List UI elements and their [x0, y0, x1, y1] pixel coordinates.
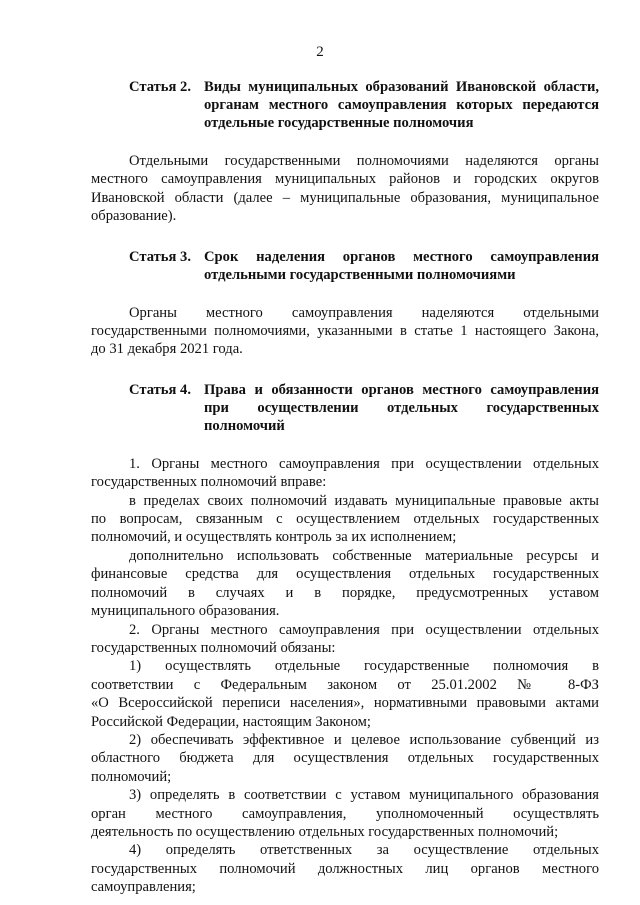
article-2-title — [204, 78, 599, 132]
text-line: областного бюджета для осуществления отдельных государственных — [91, 750, 599, 767]
page-number: 2 — [316, 44, 324, 60]
article-4-title-line: при осуществлении отдельных государственных — [204, 399, 599, 416]
article-4-paragraph — [91, 841, 599, 896]
article-4-title-line: Права и обязанности органов местного самоуправления — [204, 381, 599, 398]
text-line: 1. Органы местного самоуправления при осуществлении отдельных — [129, 455, 599, 472]
article-2-title-line: отдельные государственные полномочия — [204, 115, 474, 131]
article-3-number: Статья 3. — [129, 248, 191, 265]
article-3-title-line: Срок наделения органов местного самоуправления — [204, 248, 599, 265]
article-4-paragraph — [91, 455, 599, 492]
text-line: государственными полномочиями, указанными в статье 1 настоящего Закона, — [91, 323, 599, 340]
article-3-paragraph — [91, 304, 599, 359]
text-line: орган местного самоуправления, уполномоченный осуществлять — [91, 805, 599, 822]
text-line: в пределах своих полномочий издавать муниципальные правовые акты — [129, 492, 599, 509]
text-line: по вопросам, связанным с осуществлением отдельных государственных — [91, 511, 599, 528]
text-line: полномочий, и осуществлять контроль за их исполнением; — [91, 529, 457, 546]
text-line: самоуправления; — [91, 879, 196, 896]
text-line: 4) определять ответственных за осуществление отдельных — [129, 842, 599, 859]
text-line: муниципального образования. — [91, 603, 280, 620]
article-4-heading — [129, 381, 599, 435]
article-4-number: Статья 4. — [129, 381, 191, 398]
article-4-body — [91, 455, 599, 897]
text-line: полномочий; — [91, 768, 172, 785]
text-line: до 31 декабря 2021 года. — [91, 341, 243, 358]
article-2-paragraph — [91, 152, 599, 226]
article-2-title-line: Виды муниципальных образований Ивановской области, — [204, 79, 599, 95]
text-line: 3) определять в соответствии с уставом муниципального образования — [129, 787, 599, 804]
article-4-title-line: полномочий — [204, 417, 285, 434]
article-4-paragraph — [91, 786, 599, 841]
article-4-paragraph — [91, 547, 599, 621]
text-line: «О Всероссийской переписи населения», нормативными правовыми актами — [91, 695, 599, 712]
document-body — [91, 78, 599, 897]
text-line: Органы местного самоуправления наделяются отдельными — [129, 304, 599, 321]
text-line: деятельность по осуществлению отдельных государственных полномочий; — [91, 823, 559, 840]
article-2-title-line: органам местного самоуправления которых передаются — [204, 97, 599, 113]
text-line: Отдельными государственными полномочиями наделяются органы — [129, 153, 599, 169]
article-3-heading — [129, 248, 599, 284]
text-line: соответствии с Федеральным законом от 25.01.2002 № 8-ФЗ — [91, 676, 599, 693]
text-line: Российской Федерации, настоящим Законом; — [91, 713, 371, 730]
text-line: Ивановской области (далее – муниципальные образования, муниципальное — [91, 189, 599, 206]
article-2-heading — [129, 78, 599, 132]
text-line: образование). — [91, 208, 177, 225]
article-4-paragraph — [91, 621, 599, 658]
text-line: государственных полномочий должностных лиц органов местного — [91, 860, 599, 877]
text-line: 2. Органы местного самоуправления при осуществлении отдельных — [129, 621, 599, 638]
article-4-paragraph — [91, 731, 599, 786]
text-line: полномочий в случаях и в порядке, предусмотренных уставом — [91, 584, 599, 601]
text-line: местного самоуправления муниципальных районов и городских округов — [91, 171, 599, 188]
article-3-title — [204, 248, 599, 284]
article-4-paragraph — [91, 492, 599, 547]
text-line: государственных полномочий вправе: — [91, 474, 327, 491]
article-4-paragraph — [91, 657, 599, 731]
text-line: дополнительно использовать собственные материальные ресурсы и — [129, 547, 599, 564]
article-3-title-line: отдельными государственными полномочиями — [204, 266, 516, 283]
text-line: государственных полномочий обязаны: — [91, 639, 336, 656]
text-line: 1) осуществлять отдельные государственные полномочия в — [129, 658, 599, 675]
text-line: 2) обеспечивать эффективное и целевое использование субвенций из — [129, 731, 599, 748]
article-2-number: Статья 2. — [129, 79, 191, 95]
article-4-title — [204, 381, 599, 435]
text-line: финансовые средства для осуществления отдельных государственных — [91, 566, 599, 583]
